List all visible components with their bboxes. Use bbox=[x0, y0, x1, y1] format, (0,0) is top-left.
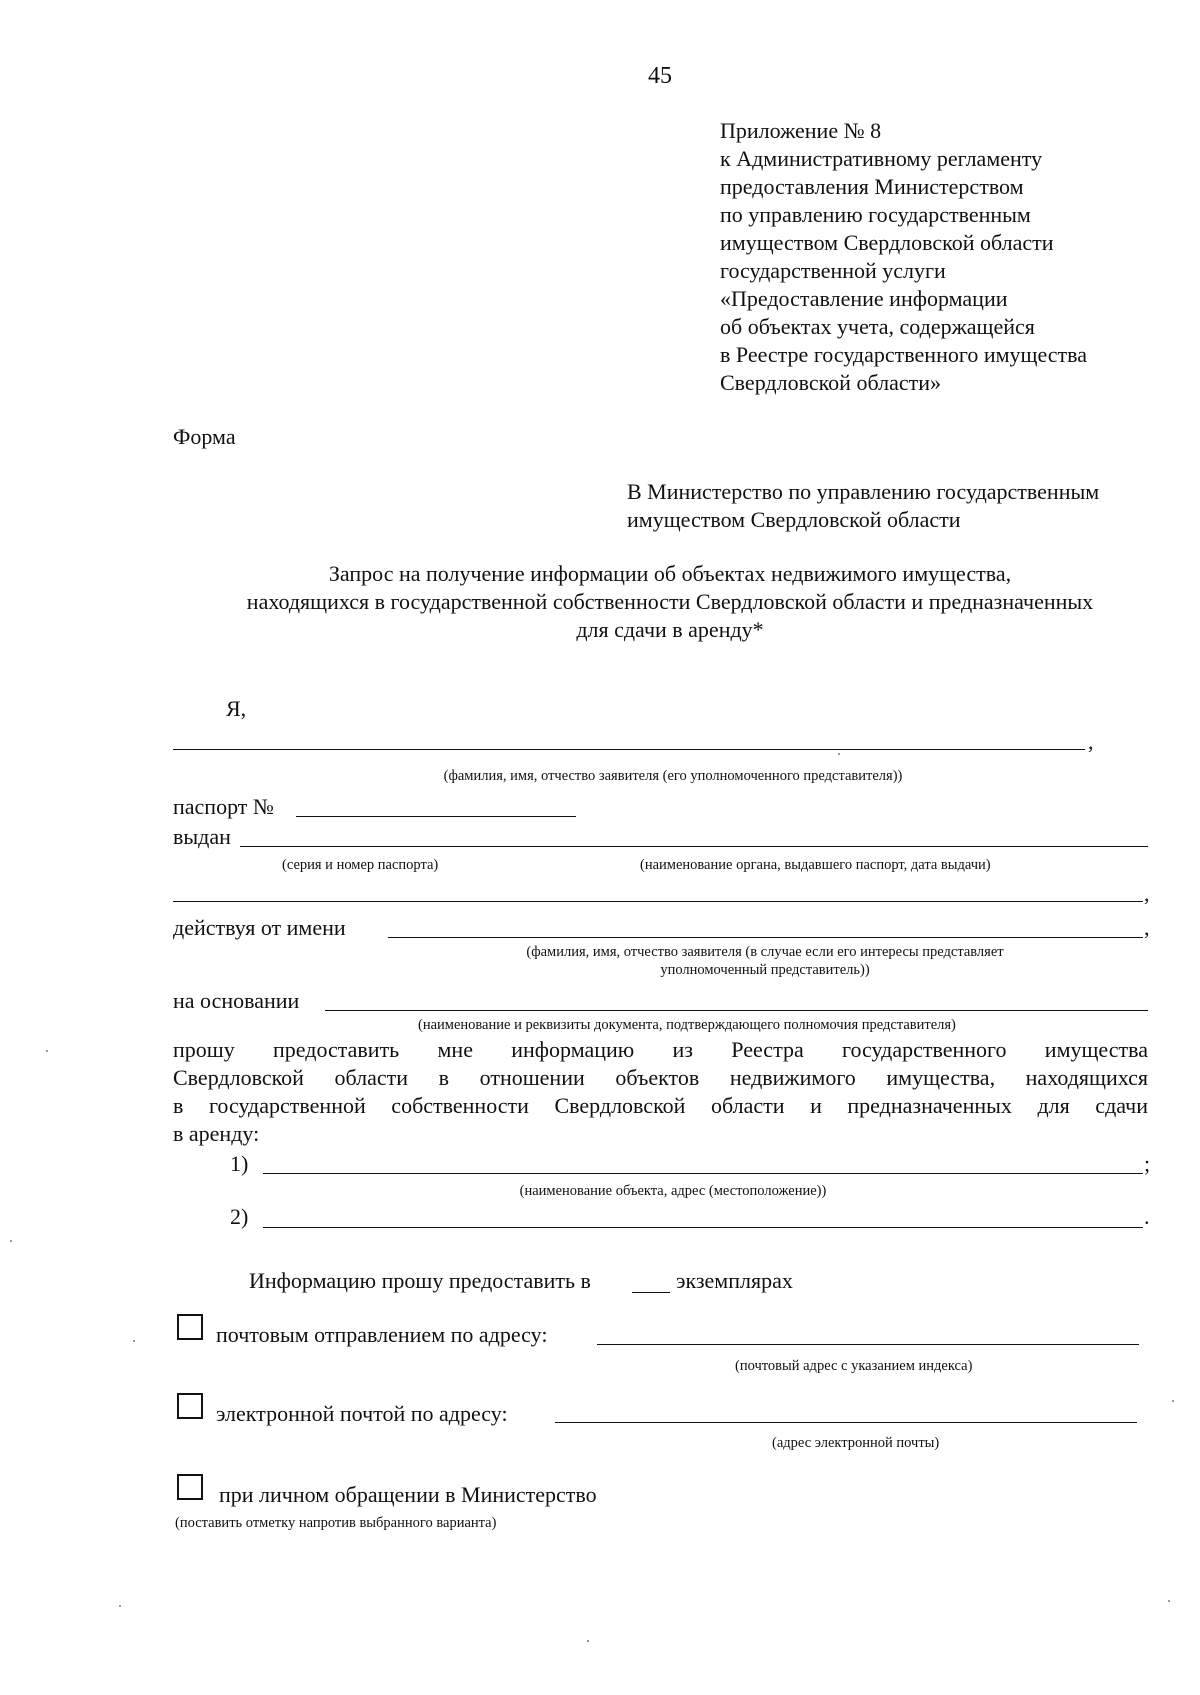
passport-label: паспорт № bbox=[173, 794, 274, 819]
email-address-field[interactable] bbox=[555, 1422, 1137, 1423]
request-line-last: в аренду: bbox=[173, 1121, 260, 1146]
email-caption: (адрес электронной почты) bbox=[772, 1435, 940, 1451]
appendix-line: Приложение № 8 bbox=[720, 118, 882, 143]
on-behalf-caption-line: (фамилия, имя, отчество заявителя (в случае если его интересы представляет bbox=[526, 944, 1004, 960]
on-behalf-comma: , bbox=[1144, 915, 1150, 940]
title-line: Запрос на получение информации об объектах недвижимого имущества, bbox=[328, 561, 1012, 586]
personal-visit-checkbox[interactable] bbox=[177, 1474, 203, 1500]
object-item-2-label: 2) bbox=[230, 1204, 249, 1229]
scan-speck bbox=[587, 1640, 589, 1642]
applicant-caption: (фамилия, имя, отчество заявителя (его уполномоченного представителя)) bbox=[443, 768, 903, 784]
email-checkbox[interactable] bbox=[177, 1393, 203, 1419]
copies-text-before: Информацию прошу предоставить в bbox=[249, 1268, 591, 1293]
personal-visit-label: при личном обращении в Министерство bbox=[219, 1482, 597, 1507]
object-item-1-field[interactable] bbox=[263, 1173, 1143, 1174]
on-behalf-name-field[interactable] bbox=[388, 937, 1143, 938]
form-label: Форма bbox=[173, 424, 236, 449]
object-item-1-end: ; bbox=[1144, 1151, 1151, 1176]
request-line: прошу предоставить мне информацию из Реестра государственного имущества bbox=[173, 1037, 1148, 1062]
applicant-name-field[interactable] bbox=[173, 749, 1085, 750]
email-label: электронной почтой по адресу: bbox=[216, 1401, 508, 1426]
appendix-line: имуществом Свердловской области bbox=[720, 230, 1054, 255]
appendix-line: «Предоставление информации bbox=[720, 286, 1008, 311]
postal-address-field[interactable] bbox=[597, 1344, 1139, 1345]
appendix-block bbox=[720, 117, 1087, 397]
addressee bbox=[627, 478, 1099, 534]
title-line: находящихся в государственной собственности Свердловской области и предназначенных bbox=[246, 589, 1094, 614]
appendix-line: Свердловской области» bbox=[720, 370, 941, 395]
scan-speck bbox=[10, 1240, 12, 1242]
object-item-2-end: . bbox=[1144, 1204, 1150, 1229]
objects-caption: (наименование объекта, адрес (местоположение)) bbox=[519, 1183, 827, 1199]
request-paragraph bbox=[173, 1036, 1148, 1120]
postal-caption: (почтовый адрес с указанием индекса) bbox=[735, 1358, 973, 1374]
appendix-line: к Административному регламенту bbox=[720, 146, 1043, 171]
on-behalf-caption bbox=[430, 943, 1100, 979]
appendix-line: об объектах учета, содержащейся bbox=[720, 314, 1035, 339]
passport-comma: , bbox=[1144, 881, 1150, 906]
passport-issuer-field[interactable] bbox=[240, 846, 1148, 847]
scan-speck bbox=[46, 1050, 48, 1052]
appendix-line: по управлению государственным bbox=[720, 202, 1031, 227]
scan-speck bbox=[133, 1340, 135, 1342]
postal-checkbox[interactable] bbox=[177, 1314, 203, 1340]
issued-label: выдан bbox=[173, 824, 231, 849]
copies-count-field[interactable] bbox=[632, 1292, 670, 1293]
request-line: Свердловской области в отношении объектов недвижимого имущества, находящихся bbox=[173, 1065, 1148, 1090]
basis-document-field[interactable] bbox=[325, 1010, 1148, 1011]
on-behalf-label: действуя от имени bbox=[173, 915, 346, 940]
passport-number-field[interactable] bbox=[296, 816, 576, 817]
document-title bbox=[160, 560, 1180, 644]
appendix-line: государственной услуги bbox=[720, 258, 946, 283]
object-item-1-label: 1) bbox=[230, 1151, 249, 1176]
addressee-line: имуществом Свердловской области bbox=[627, 507, 961, 532]
appendix-line: предоставления Министерством bbox=[720, 174, 1024, 199]
page-number: 45 bbox=[648, 63, 672, 89]
scan-speck bbox=[838, 753, 840, 755]
selection-note: (поставить отметку напротив выбранного варианта) bbox=[175, 1515, 497, 1531]
passport-issuer-field-continued[interactable] bbox=[173, 901, 1143, 902]
title-line: для сдачи в аренду* bbox=[576, 617, 764, 642]
basis-label: на основании bbox=[173, 988, 300, 1013]
applicant-comma: , bbox=[1088, 729, 1094, 754]
postal-label: почтовым отправлением по адресу: bbox=[216, 1322, 548, 1347]
request-line: в государственной собственности Свердловской области и предназначенных для сдачи bbox=[173, 1093, 1148, 1118]
on-behalf-caption-line: уполномоченный представитель)) bbox=[660, 962, 870, 978]
scan-speck bbox=[1172, 1400, 1174, 1402]
addressee-line: В Министерство по управлению государственным bbox=[627, 479, 1100, 504]
basis-caption: (наименование и реквизиты документа, подтверждающего полномочия представителя) bbox=[418, 1017, 956, 1033]
appendix-line: в Реестре государственного имущества bbox=[720, 342, 1088, 367]
passport-issuer-caption: (наименование органа, выдавшего паспорт, дата выдачи) bbox=[640, 857, 991, 873]
copies-text-after: экземплярах bbox=[676, 1268, 793, 1293]
scan-speck bbox=[1168, 1600, 1170, 1602]
object-item-2-field[interactable] bbox=[263, 1227, 1143, 1228]
passport-series-caption: (серия и номер паспорта) bbox=[282, 857, 439, 873]
applicant-ya: Я, bbox=[226, 696, 247, 721]
scan-speck bbox=[119, 1605, 121, 1607]
